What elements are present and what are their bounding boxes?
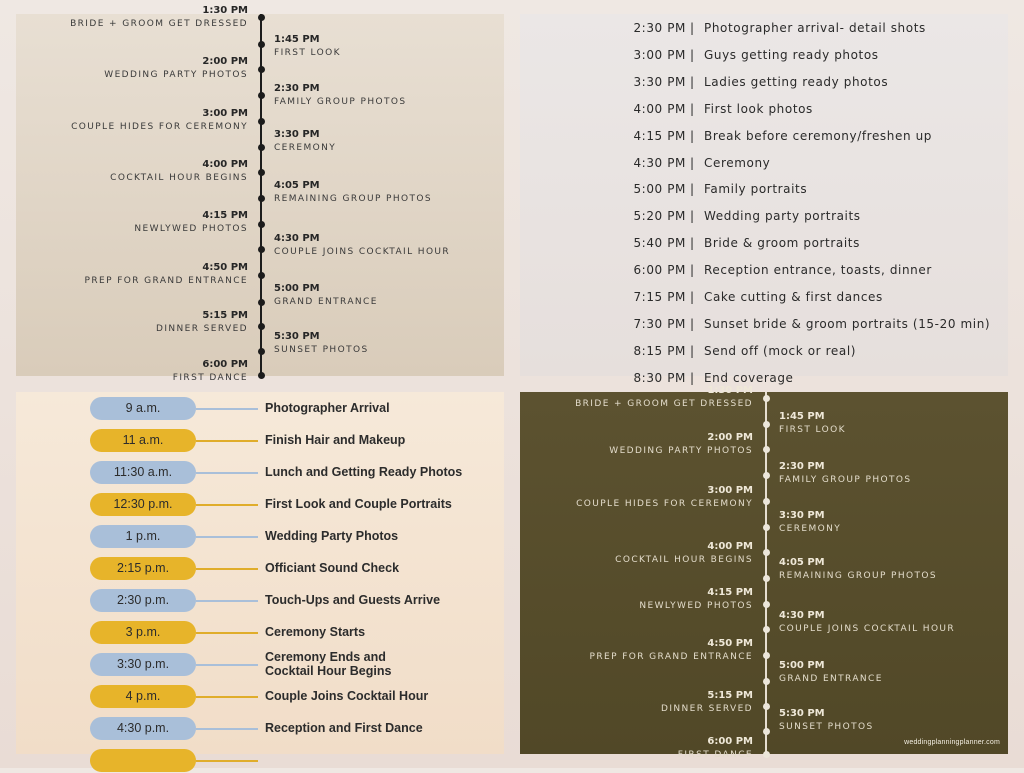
pill-schedule-row — [16, 557, 504, 581]
timeline-dot — [258, 118, 265, 125]
schedule-time: 2:30 PM — [633, 21, 686, 35]
timeline-entry-right — [779, 708, 1009, 733]
timeline-dot — [258, 372, 265, 379]
time-pill: 3 p.m. — [90, 621, 196, 644]
timeline-time: 5:15 PM — [707, 690, 753, 701]
schedule-separator: | — [690, 209, 695, 224]
schedule-description: Wedding party portraits — [704, 209, 861, 224]
pill-event-label: Officiant Sound Check — [265, 561, 400, 575]
schedule-row — [520, 21, 1008, 41]
timeline-entry-right — [274, 331, 504, 356]
pill-schedule-row — [16, 493, 504, 517]
timeline-time: 4:00 PM — [202, 159, 248, 170]
schedule-row — [520, 209, 1008, 229]
timeline-label: COUPLE JOINS COCKTAIL HOUR — [779, 624, 956, 634]
pill-event-label: Ceremony Starts — [265, 625, 366, 639]
timeline-time: 3:30 PM — [779, 510, 825, 521]
schedule-time: 5:00 PM — [633, 182, 686, 197]
timeline-entry-left — [16, 5, 248, 30]
timeline-label: NEWLYWED PHOTOS — [639, 601, 753, 611]
schedule-row — [520, 75, 1008, 95]
schedule-list-panel — [520, 14, 1008, 385]
schedule-separator: | — [690, 236, 695, 251]
timeline-label: CEREMONY — [779, 524, 842, 534]
time-pill: 11 a.m. — [90, 429, 196, 452]
time-pill: 4 p.m. — [90, 685, 196, 708]
timeline-label: COCKTAIL HOUR BEGINS — [615, 555, 753, 565]
schedule-separator: | — [690, 74, 695, 89]
schedule-description: Send off (mock or real) — [704, 343, 857, 358]
timeline-time: 1:45 PM — [274, 34, 320, 45]
timeline-entry-left — [520, 385, 753, 410]
pill-event-label: Couple Joins Cocktail Hour — [265, 689, 429, 703]
pill-schedule-row — [16, 650, 504, 678]
timeline-entry-left — [520, 432, 753, 457]
timeline-time: 4:50 PM — [202, 262, 248, 273]
pill-schedule-row — [16, 461, 504, 485]
timeline-label: FAMILY GROUP PHOTOS — [274, 97, 407, 107]
schedule-time: 8:15 PM — [633, 343, 686, 358]
connector-line — [196, 504, 258, 506]
timeline-entry-left — [520, 736, 753, 761]
timeline-label: FIRST LOOK — [779, 425, 846, 435]
timeline-time: 6:00 PM — [202, 359, 248, 370]
timeline-label: WEDDING PARTY PHOTOS — [104, 70, 248, 80]
timeline-time: 1:45 PM — [779, 411, 825, 422]
connector-line — [196, 632, 258, 634]
schedule-separator: | — [690, 128, 695, 143]
schedule-row — [520, 236, 1008, 256]
schedule-description: End coverage — [704, 370, 794, 385]
timeline-label: SUNSET PHOTOS — [779, 722, 874, 732]
timeline-label: COCKTAIL HOUR BEGINS — [110, 173, 248, 183]
timeline-time: 5:15 PM — [202, 310, 248, 321]
timeline-time: 2:00 PM — [707, 432, 753, 443]
timeline-time: 2:30 PM — [779, 461, 825, 472]
timeline-label: COUPLE HIDES FOR CEREMONY — [576, 499, 753, 509]
pill-schedule-row — [16, 589, 504, 613]
schedule-separator: | — [690, 290, 695, 304]
connector-line — [196, 536, 258, 538]
schedule-separator: | — [690, 343, 695, 358]
timeline-label: PREP FOR GRAND ENTRANCE — [84, 276, 248, 286]
timeline-time: 4:00 PM — [707, 541, 753, 552]
timeline-label: REMAINING GROUP PHOTOS — [779, 571, 938, 581]
timeline-label: SUNSET PHOTOS — [274, 345, 369, 355]
timeline-label: DINNER SERVED — [156, 324, 248, 334]
timeline-entry-left — [16, 210, 248, 235]
timeline-panel-beige — [16, 5, 504, 383]
timeline-dot — [763, 601, 770, 608]
pill-event-label: Finish Hair and Makeup — [265, 433, 406, 447]
timeline-label: NEWLYWED PHOTOS — [134, 224, 248, 234]
pill-event-label — [265, 650, 391, 678]
schedule-description: Family portraits — [704, 182, 808, 197]
schedule-time: 7:15 PM — [633, 290, 686, 304]
timeline-time: 5:30 PM — [779, 708, 825, 719]
schedule-description: Reception entrance, toasts, dinner — [704, 263, 932, 278]
timeline-time: 6:00 PM — [707, 736, 753, 747]
connector-line — [196, 664, 258, 666]
schedule-row — [520, 317, 1008, 337]
timeline-time: 4:30 PM — [779, 610, 825, 621]
timeline-entry-left — [16, 56, 248, 81]
schedule-time: 4:30 PM — [633, 155, 686, 170]
schedule-separator: | — [690, 316, 695, 331]
timeline-dot — [763, 524, 770, 531]
schedule-time: 5:40 PM — [633, 236, 686, 251]
timeline-dot — [763, 728, 770, 735]
schedule-description: Break before ceremony/freshen up — [704, 128, 933, 143]
pill-schedule-row — [16, 397, 504, 421]
timeline-label: BRIDE + GROOM GET DRESSED — [70, 19, 248, 29]
schedule-row — [520, 129, 1008, 149]
timeline-dot — [763, 703, 770, 710]
timeline-entry-right — [779, 461, 1009, 486]
time-pill: 11:30 a.m. — [90, 461, 196, 484]
timeline-time: 3:00 PM — [707, 485, 753, 496]
schedule-separator: | — [690, 101, 695, 116]
timeline-time: 4:30 PM — [274, 233, 320, 244]
timeline-dot — [258, 221, 265, 228]
timeline-entry-left — [16, 159, 248, 184]
pill-event-label: Photographer Arrival — [265, 401, 390, 415]
pill-schedule-row — [16, 525, 504, 549]
timeline-time: 4:05 PM — [274, 180, 320, 191]
schedule-separator: | — [690, 370, 695, 385]
timeline-label: COUPLE HIDES FOR CEREMONY — [71, 122, 248, 132]
pill-event-label-line: Ceremony Ends and — [265, 650, 386, 664]
timeline-dot — [258, 92, 265, 99]
timeline-entry-right — [779, 660, 1009, 685]
time-pill: 4:30 p.m. — [90, 717, 196, 740]
timeline-dot — [763, 678, 770, 685]
timeline-entry-left — [16, 359, 248, 384]
connector-line — [196, 408, 258, 410]
timeline-entry-right — [274, 233, 504, 258]
connector-line — [196, 760, 258, 762]
timeline-time: 5:00 PM — [274, 283, 320, 294]
timeline-entry-right — [274, 283, 504, 308]
pill-schedule-row — [16, 429, 504, 453]
timeline-label: GRAND ENTRANCE — [779, 674, 883, 684]
timeline-time: 1:30 PM — [202, 5, 248, 16]
timeline-entry-right — [779, 510, 1009, 535]
timeline-time: 4:50 PM — [707, 638, 753, 649]
timeline-dot — [258, 66, 265, 73]
schedule-time: 3:00 PM — [633, 47, 686, 62]
timeline-dot — [763, 549, 770, 556]
timeline-entry-left — [16, 262, 248, 287]
timeline-dot — [763, 446, 770, 453]
timeline-time: 5:30 PM — [274, 331, 320, 342]
time-pill: 1 p.m. — [90, 525, 196, 548]
timeline-entry-left — [16, 108, 248, 133]
pill-event-label: First Look and Couple Portraits — [265, 497, 452, 511]
schedule-description: Sunset bride & groom portraits (15-20 min) — [704, 316, 991, 331]
time-pill: 3:30 p.m. — [90, 653, 196, 676]
timeline-dot — [763, 498, 770, 505]
time-pill: 12:30 p.m. — [90, 493, 196, 516]
schedule-time: 8:30 PM — [633, 370, 686, 385]
schedule-row — [520, 48, 1008, 68]
timeline-label: FIRST DANCE — [172, 373, 248, 383]
schedule-separator: | — [690, 182, 695, 197]
schedule-separator: | — [690, 155, 695, 170]
timeline-entry-right — [274, 83, 504, 108]
pill-event-label: Lunch and Getting Ready Photos — [265, 465, 463, 479]
timeline-entry-left — [520, 638, 753, 663]
connector-line — [196, 472, 258, 474]
timeline-label: FIRST DANCE — [677, 750, 753, 760]
timeline-time: 5:00 PM — [779, 660, 825, 671]
schedule-separator: | — [690, 21, 695, 35]
schedule-row — [520, 182, 1008, 202]
timeline-dot — [258, 41, 265, 48]
schedule-row — [520, 156, 1008, 176]
timeline-dot — [258, 169, 265, 176]
timeline-entry-right — [274, 180, 504, 205]
schedule-description: Guys getting ready photos — [704, 47, 879, 62]
time-pill: 9 a.m. — [90, 397, 196, 420]
timeline-entry-right — [779, 610, 1009, 635]
timeline-label: FAMILY GROUP PHOTOS — [779, 475, 912, 485]
schedule-separator: | — [690, 263, 695, 278]
timeline-time: 4:15 PM — [707, 587, 753, 598]
pill-schedule-row — [16, 685, 504, 709]
pill-schedule-row — [16, 621, 504, 645]
timeline-label: DINNER SERVED — [661, 704, 753, 714]
timeline-entry-left — [520, 587, 753, 612]
schedule-time: 7:30 PM — [633, 316, 686, 331]
connector-line — [196, 728, 258, 730]
timeline-dot — [763, 652, 770, 659]
time-pill — [90, 749, 196, 772]
pill-event-label-line: Cocktail Hour Begins — [265, 664, 392, 678]
timeline-dot — [258, 299, 265, 306]
schedule-row — [520, 263, 1008, 283]
timeline-entry-left — [520, 541, 753, 566]
timeline-time: 3:00 PM — [202, 108, 248, 119]
timeline-label: REMAINING GROUP PHOTOS — [274, 194, 433, 204]
schedule-row — [520, 102, 1008, 122]
pill-schedule-row — [16, 749, 504, 773]
timeline-dot — [258, 323, 265, 330]
watermark-text: weddingplanningplanner.com — [904, 739, 1000, 746]
timeline-entry-right — [779, 411, 1009, 436]
timeline-dot — [763, 472, 770, 479]
schedule-time: 3:30 PM — [633, 74, 686, 89]
timeline-dot — [258, 272, 265, 279]
timeline-time: 4:15 PM — [202, 210, 248, 221]
timeline-time: 2:00 PM — [202, 56, 248, 67]
timeline-dot — [763, 395, 770, 402]
timeline-entry-right — [274, 34, 504, 59]
connector-line — [196, 696, 258, 698]
schedule-time: 4:15 PM — [633, 128, 686, 143]
timeline-dot — [258, 246, 265, 253]
schedule-description: Ladies getting ready photos — [704, 74, 889, 89]
timeline-entry-right — [274, 129, 504, 154]
timeline-panel-olive — [520, 385, 1008, 760]
pill-event-label: Wedding Party Photos — [265, 529, 399, 543]
timeline-label: BRIDE + GROOM GET DRESSED — [575, 399, 753, 409]
timeline-entry-left — [16, 310, 248, 335]
schedule-description: Cake cutting & first dances — [704, 290, 883, 304]
time-pill: 2:30 p.m. — [90, 589, 196, 612]
schedule-description: First look photos — [704, 101, 813, 116]
schedule-time: 6:00 PM — [633, 263, 686, 278]
timeline-label: COUPLE JOINS COCKTAIL HOUR — [274, 247, 451, 257]
schedule-time: 5:20 PM — [633, 209, 686, 224]
timeline-label: FIRST LOOK — [274, 48, 341, 58]
pill-schedule-row — [16, 717, 504, 741]
timeline-time: 4:05 PM — [779, 557, 825, 568]
timeline-entry-left — [520, 485, 753, 510]
timeline-dot — [763, 575, 770, 582]
timeline-label: WEDDING PARTY PHOTOS — [609, 446, 753, 456]
schedule-description: Ceremony — [704, 155, 771, 170]
timeline-label: GRAND ENTRANCE — [274, 297, 378, 307]
timeline-entry-right — [779, 557, 1009, 582]
connector-line — [196, 440, 258, 442]
timeline-dot — [258, 14, 265, 21]
timeline-dot — [763, 751, 770, 758]
schedule-time: 4:00 PM — [633, 101, 686, 116]
pill-event-label: Touch-Ups and Guests Arrive — [265, 593, 441, 607]
timeline-label: PREP FOR GRAND ENTRANCE — [589, 652, 753, 662]
timeline-label: CEREMONY — [274, 143, 337, 153]
timeline-entry-left — [520, 690, 753, 715]
schedule-row — [520, 344, 1008, 364]
schedule-description: Photographer arrival- detail shots — [704, 21, 926, 35]
timeline-dot — [258, 144, 265, 151]
time-pill: 2:15 p.m. — [90, 557, 196, 580]
timeline-dot — [258, 348, 265, 355]
pill-event-label: Reception and First Dance — [265, 721, 423, 735]
timeline-time: 2:30 PM — [274, 83, 320, 94]
schedule-separator: | — [690, 47, 695, 62]
pill-schedule-panel — [16, 392, 504, 754]
timeline-time: 3:30 PM — [274, 129, 320, 140]
timeline-dot — [763, 421, 770, 428]
connector-line — [196, 568, 258, 570]
schedule-row — [520, 290, 1008, 310]
timeline-dot — [258, 195, 265, 202]
connector-line — [196, 600, 258, 602]
timeline-dot — [763, 626, 770, 633]
timeline-time: 1:30 PM — [707, 385, 753, 396]
schedule-description: Bride & groom portraits — [704, 236, 860, 251]
